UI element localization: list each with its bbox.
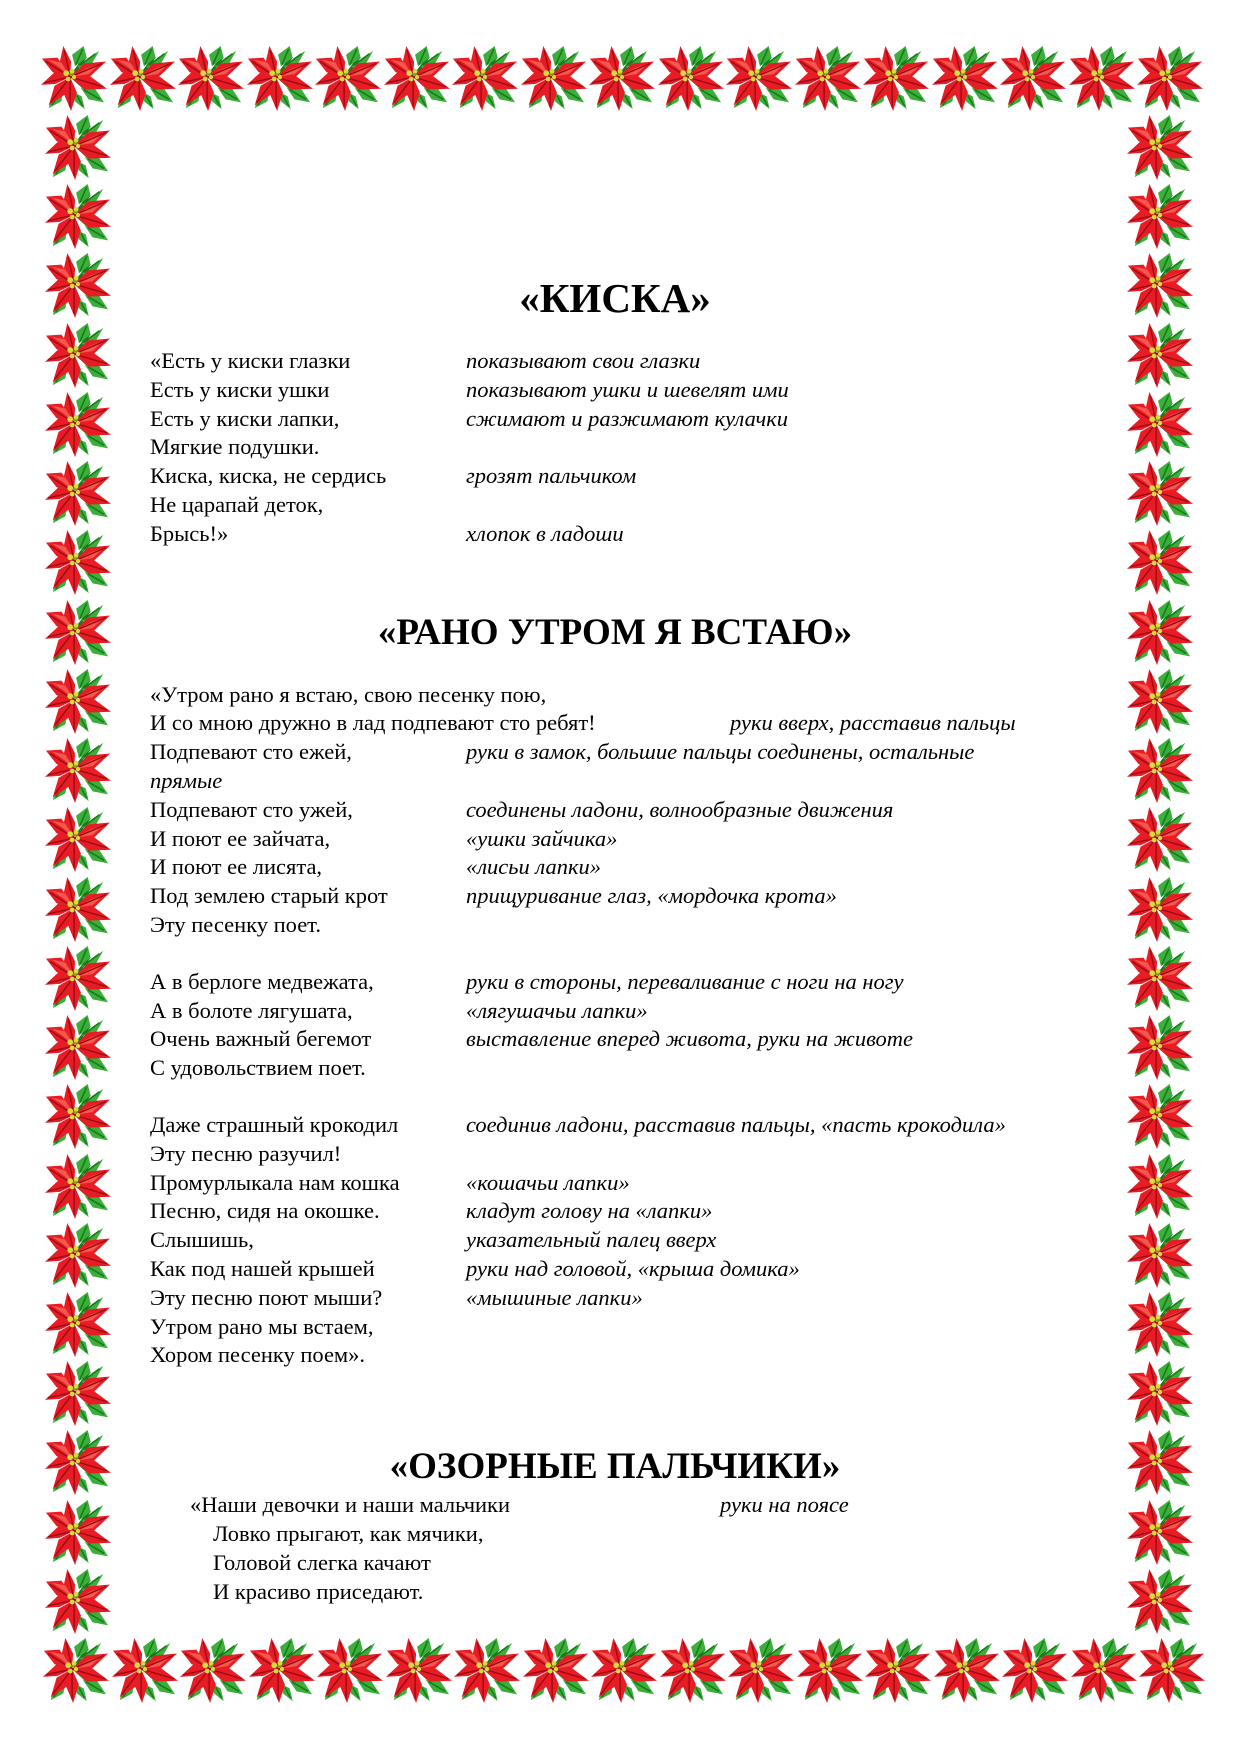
lyric-text: Есть у киски ушки: [150, 376, 330, 402]
border-bottom: [42, 1637, 1206, 1705]
song-line: [150, 681, 1080, 710]
poinsettia-flower-icon: [1126, 183, 1194, 251]
poinsettia-flower-icon: [659, 1637, 727, 1705]
lyric-text: Хором песенку поем».: [150, 1342, 366, 1368]
action-text: показывают ушки и шевелят ими: [466, 376, 789, 402]
poinsettia-flower-icon: [44, 945, 112, 1013]
poinsettia-flower-icon: [44, 1291, 112, 1359]
poinsettia-flower-icon: [1126, 322, 1194, 390]
lyric-text: Не царапай деток,: [150, 491, 324, 517]
poinsettia-flower-icon: [1126, 1429, 1194, 1497]
action-text: руки в замок, большие пальцы соединены, остальные: [466, 739, 975, 765]
poinsettia-flower-icon: [44, 737, 112, 805]
poinsettia-flower-icon: [42, 1637, 110, 1705]
poinsettia-flower-icon: [44, 876, 112, 944]
song-title-kiska: «КИСКА»: [519, 275, 711, 321]
song-line: [150, 882, 1080, 911]
lyric-text: Брысь!»: [150, 520, 229, 546]
action-text: «мышиные лапки»: [466, 1284, 643, 1310]
song-section-rano-utrom: [150, 612, 1080, 1371]
song-line: [150, 825, 1080, 854]
poinsettia-flower-icon: [727, 1637, 795, 1705]
poinsettia-flower-icon: [796, 1637, 864, 1705]
poinsettia-flower-icon: [44, 1222, 112, 1290]
song-line: [150, 1578, 1080, 1607]
lyric-text: И поют ее лисята,: [150, 854, 323, 880]
poinsettia-flower-icon: [1126, 1153, 1194, 1221]
poinsettia-flower-icon: [1070, 1637, 1138, 1705]
action-text: «лисьи лапки»: [466, 854, 602, 880]
lyric-text: Киска, киска, не сердись: [150, 463, 387, 489]
poinsettia-flower-icon: [248, 1637, 316, 1705]
action-text: прямые: [150, 767, 223, 793]
stanza: [150, 968, 1080, 1083]
song-line: [150, 1284, 1080, 1313]
song-title-rano-utrom: «РАНО УТРОМ Я ВСТАЮ»: [377, 611, 853, 653]
song-line: [150, 997, 1080, 1026]
action-text: сжимают и разжимают кулачки: [466, 405, 789, 431]
action-text: соединены ладони, волнообразные движения: [466, 796, 894, 822]
song-line: [150, 1054, 1080, 1083]
lyric-text: И поют ее зайчата,: [150, 825, 331, 851]
poinsettia-flower-icon: [1126, 737, 1194, 805]
poinsettia-flower-icon: [1138, 1637, 1206, 1705]
poinsettia-flower-icon: [44, 1153, 112, 1221]
action-text: хлопок в ладоши: [466, 520, 624, 546]
lyric-text: Промурлыкала нам кошка: [150, 1169, 400, 1195]
poinsettia-flower-icon: [44, 529, 112, 597]
song-line: [150, 520, 1080, 549]
stanza: [150, 681, 1080, 940]
stanza: [150, 1111, 1080, 1370]
song-line: [150, 1341, 1080, 1370]
lyric-text: Эту песню поют мыши?: [150, 1284, 383, 1310]
poinsettia-flower-icon: [1126, 1083, 1194, 1151]
poinsettia-flower-icon: [44, 1568, 112, 1636]
song-line: [150, 1226, 1080, 1255]
poinsettia-flower-icon: [522, 1637, 590, 1705]
poinsettia-flower-icon: [453, 1637, 521, 1705]
song-line: [150, 1549, 1080, 1578]
lyric-text: Есть у киски лапки,: [150, 405, 340, 431]
poinsettia-flower-icon: [933, 1637, 1001, 1705]
poinsettia-flower-icon: [44, 252, 112, 320]
lyric-text: Под землею старый крот: [150, 883, 388, 909]
lyric-text: Головой слегка качают: [213, 1549, 431, 1575]
action-text: грозят пальчиком: [466, 463, 637, 489]
lyric-text: Подпевают сто ужей,: [150, 796, 353, 822]
song-section-kiska: [150, 0, 1080, 549]
action-text: показывают свои глазки: [466, 348, 701, 373]
song-lines-rano-utrom: [150, 681, 1080, 1371]
song-line: [150, 1197, 1080, 1226]
lyric-text: «Утром рано я встаю, свою песенку пою,: [150, 681, 547, 707]
poinsettia-flower-icon: [44, 599, 112, 667]
poinsettia-flower-icon: [1001, 1637, 1069, 1705]
lyric-text: И со мною дружно в лад подпевают сто ребят!: [150, 710, 596, 736]
poinsettia-flower-icon: [44, 391, 112, 459]
poinsettia-flower-icon: [44, 183, 112, 251]
lyric-text: С удовольствием поет.: [150, 1055, 366, 1081]
poinsettia-flower-icon: [385, 1637, 453, 1705]
poinsettia-flower-icon: [44, 1429, 112, 1497]
stanza: [150, 347, 1080, 549]
song-line: [150, 1025, 1080, 1054]
poinsettia-flower-icon: [1126, 391, 1194, 459]
poinsettia-flower-icon: [44, 1499, 112, 1567]
border-left: [44, 114, 112, 1636]
poinsettia-flower-icon: [1126, 1291, 1194, 1359]
song-line: [150, 462, 1080, 491]
song-line: [150, 968, 1080, 997]
poinsettia-flower-icon: [40, 45, 108, 113]
song-line: [150, 491, 1080, 520]
lyric-text: Даже страшный крокодил: [150, 1111, 399, 1137]
song-title-ozornye-palchiki: «ОЗОРНЫЕ ПАЛЬЧИКИ»: [389, 1446, 841, 1488]
poinsettia-flower-icon: [44, 1360, 112, 1428]
action-text: выставление вперед живота, руки на животе: [466, 1026, 914, 1052]
poinsettia-flower-icon: [316, 1637, 384, 1705]
song-line: [150, 405, 1080, 434]
song-line: [150, 1313, 1080, 1342]
song-lines-ozornye-palchiki: [150, 1491, 1080, 1606]
poinsettia-flower-icon: [1126, 252, 1194, 320]
poinsettia-flower-icon: [590, 1637, 658, 1705]
action-text: «ушки зайчика»: [466, 825, 618, 851]
song-section-ozornye-palchiki: [150, 1446, 1080, 1606]
poinsettia-flower-icon: [44, 114, 112, 182]
lyric-text: Эту песню разучил!: [150, 1140, 342, 1166]
poinsettia-flower-icon: [44, 668, 112, 736]
poinsettia-flower-icon: [1126, 1360, 1194, 1428]
action-text: кладут голову на «лапки»: [466, 1198, 713, 1224]
action-text: «лягушачьи лапки»: [466, 997, 648, 1023]
lyric-text: А в берлоге медвежата,: [150, 968, 374, 994]
poinsettia-flower-icon: [1126, 1014, 1194, 1082]
song-line: [150, 738, 1080, 767]
lyric-text: Подпевают сто ежей,: [150, 739, 352, 765]
song-line: [150, 376, 1080, 405]
song-line: [150, 796, 1080, 825]
poinsettia-flower-icon: [44, 1083, 112, 1151]
poinsettia-flower-icon: [1126, 806, 1194, 874]
poinsettia-flower-icon: [1126, 114, 1194, 182]
action-text: «кошачьи лапки»: [466, 1169, 630, 1195]
poinsettia-flower-icon: [1126, 1499, 1194, 1567]
action-text: соединив ладони, расставив пальцы, «пасть крокодила»: [466, 1111, 1006, 1137]
song-line: [150, 1140, 1080, 1169]
song-line: [150, 1520, 1080, 1549]
lyric-text: Ловко прыгают, как мячики,: [213, 1520, 484, 1546]
song-lines-kiska: [150, 347, 1080, 549]
lyric-text: Эту песенку поет.: [150, 911, 321, 937]
action-text: руки над головой, «крыша домика»: [466, 1255, 800, 1281]
song-line: [150, 767, 1080, 796]
lyric-text: Мягкие подушки.: [150, 434, 320, 460]
song-line: [150, 911, 1080, 940]
lyric-text: «Есть у киски глазки: [150, 348, 351, 373]
stanza: [150, 1491, 1080, 1606]
poinsettia-flower-icon: [1126, 876, 1194, 944]
poinsettia-flower-icon: [44, 460, 112, 528]
poinsettia-flower-icon: [44, 322, 112, 390]
lyric-text: Очень важный бегемот: [150, 1026, 372, 1052]
lyric-text: Утром рано мы встаем,: [150, 1313, 374, 1339]
poinsettia-flower-icon: [1126, 668, 1194, 736]
song-line: [150, 1169, 1080, 1198]
song-line: [150, 853, 1080, 882]
lyric-text: Как под нашей крышей: [150, 1255, 375, 1281]
action-text: указательный палец вверх: [466, 1227, 717, 1253]
poinsettia-flower-icon: [44, 1014, 112, 1082]
poinsettia-flower-icon: [1126, 529, 1194, 597]
action-text: руки в стороны, переваливание с ноги на ногу: [466, 968, 904, 994]
document-content: [150, 0, 1080, 1606]
poinsettia-flower-icon: [1126, 945, 1194, 1013]
poinsettia-flower-icon: [44, 806, 112, 874]
border-right: [1126, 114, 1194, 1636]
poinsettia-flower-icon: [1136, 45, 1204, 113]
lyric-text: «Наши девочки и наши мальчики: [190, 1492, 511, 1518]
poinsettia-flower-icon: [864, 1637, 932, 1705]
poinsettia-flower-icon: [1126, 460, 1194, 528]
song-line: [150, 433, 1080, 462]
song-line: [150, 709, 1080, 738]
song-line: [150, 1491, 1080, 1520]
poinsettia-flower-icon: [111, 1637, 179, 1705]
lyric-text: Песню, сидя на окошке.: [150, 1198, 380, 1224]
song-line: [150, 1255, 1080, 1284]
lyric-text: Слышишь,: [150, 1227, 254, 1253]
poinsettia-flower-icon: [179, 1637, 247, 1705]
action-text: руки на поясе: [720, 1492, 849, 1518]
lyric-text: И красиво приседают.: [213, 1578, 424, 1604]
action-text: руки вверх, расставив пальцы: [730, 710, 1016, 736]
song-line: [150, 347, 1080, 376]
poinsettia-flower-icon: [1126, 1222, 1194, 1290]
song-line: [150, 1111, 1080, 1140]
poinsettia-flower-icon: [1126, 599, 1194, 667]
poinsettia-flower-icon: [1126, 1568, 1194, 1636]
lyric-text: А в болоте лягушата,: [150, 997, 353, 1023]
action-text: прищуривание глаз, «мордочка крота»: [466, 883, 837, 909]
